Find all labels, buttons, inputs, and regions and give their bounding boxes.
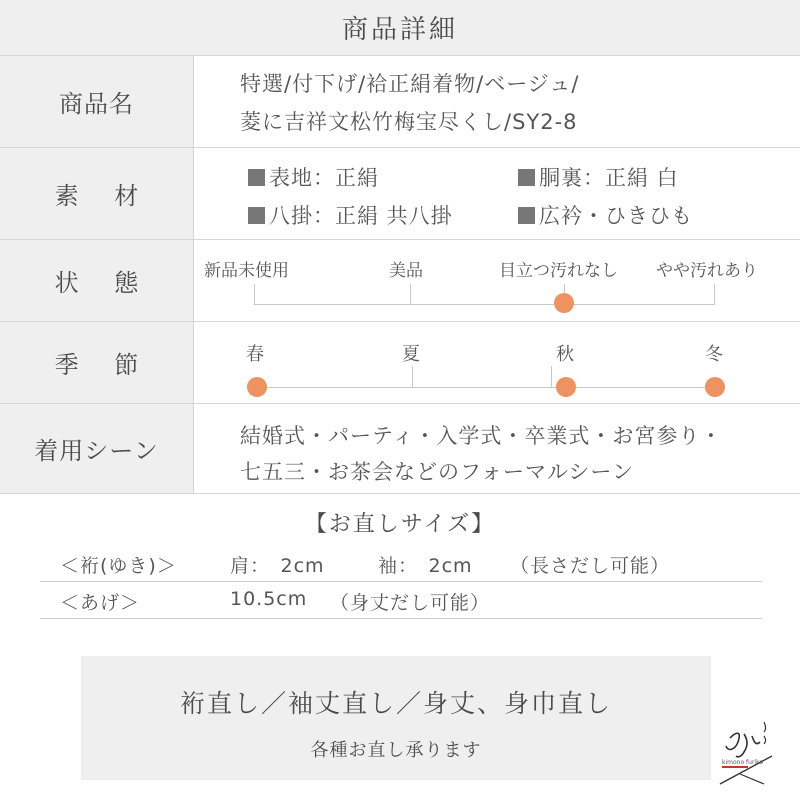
alteration-value: 10.5cm xyxy=(230,588,308,610)
condition-level-label: 美品 xyxy=(389,261,423,281)
material-item: 広衿・ひきひも xyxy=(518,200,693,230)
alteration-name: ＜裄(ゆき)＞ xyxy=(60,555,177,577)
alteration-name: ＜あげ＞ xyxy=(60,592,141,614)
brand-logo-icon xyxy=(718,712,774,788)
occasion-label: 着用シーン xyxy=(0,404,194,493)
condition-scale-line xyxy=(254,304,715,305)
material-item: 胴裏：正絹 白 xyxy=(518,162,679,192)
season-scale-tick xyxy=(412,366,413,387)
bullet-square-icon xyxy=(518,169,535,186)
alteration-value: 肩： 2cm xyxy=(230,555,325,577)
condition-level-label: 新品未使用 xyxy=(204,261,289,281)
bullet-square-icon xyxy=(248,207,265,224)
occasion-line2: 七五三・お茶会などのフォーマルシーン xyxy=(240,460,635,484)
occasion-row xyxy=(0,404,800,494)
banner-main-text: 裄直し／袖丈直し／身丈、身巾直し xyxy=(179,689,612,718)
season-row xyxy=(0,322,800,404)
occasion-line1: 結婚式・パーティ・入学式・卒業式・お宮参り・ xyxy=(240,424,723,448)
condition-row xyxy=(0,240,800,322)
product-name-line2: 菱に吉祥文松竹梅宝尽くし/SY2-8 xyxy=(240,110,578,134)
season-scale-tick xyxy=(551,366,552,387)
condition-scale-tick xyxy=(254,284,255,305)
material-row xyxy=(0,148,800,240)
brand-logo-text: kimono furiko xyxy=(722,759,764,766)
alteration-note: （身丈だし可能） xyxy=(330,592,491,614)
brand-logo xyxy=(718,712,774,788)
alteration-value: 袖： 2cm xyxy=(378,555,473,577)
alteration-note: （長さだし可能） xyxy=(510,555,671,577)
season-selected-marker xyxy=(556,377,576,397)
material-item: 表地：正絹 xyxy=(248,162,379,192)
season-name: 秋 xyxy=(556,344,574,365)
alteration-row xyxy=(40,582,762,619)
material-label: 素 材 xyxy=(0,148,194,239)
season-name: 冬 xyxy=(705,344,723,365)
condition-scale-tick xyxy=(410,284,411,305)
material-item: 八掛：正絹 共八掛 xyxy=(248,200,453,230)
page-title: 商品詳細 xyxy=(0,0,800,56)
condition-label: 状 態 xyxy=(0,240,194,321)
condition-selected-marker xyxy=(554,293,574,313)
banner-sub-text: 各種お直し承ります xyxy=(310,740,482,761)
condition-scale-tick xyxy=(714,284,715,305)
bullet-square-icon xyxy=(518,207,535,224)
product-name-label: 商品名 xyxy=(0,56,194,147)
alteration-service-banner xyxy=(81,656,711,780)
season-selected-marker xyxy=(705,377,725,397)
condition-level-label: 目立つ汚れなし xyxy=(499,261,618,281)
condition-level-label: やや汚れあり xyxy=(656,261,758,281)
season-label: 季 節 xyxy=(0,322,194,403)
bullet-square-icon xyxy=(248,169,265,186)
product-name-row xyxy=(0,56,800,148)
alteration-row xyxy=(40,545,762,582)
alteration-title: 【お直しサイズ】 xyxy=(304,512,496,537)
season-scale-line xyxy=(257,387,715,388)
product-name-line1: 特選/付下げ/袷正絹着物/ベージュ/ xyxy=(240,72,580,96)
season-selected-marker xyxy=(247,377,267,397)
season-name: 春 xyxy=(246,344,264,365)
season-name: 夏 xyxy=(402,344,420,365)
